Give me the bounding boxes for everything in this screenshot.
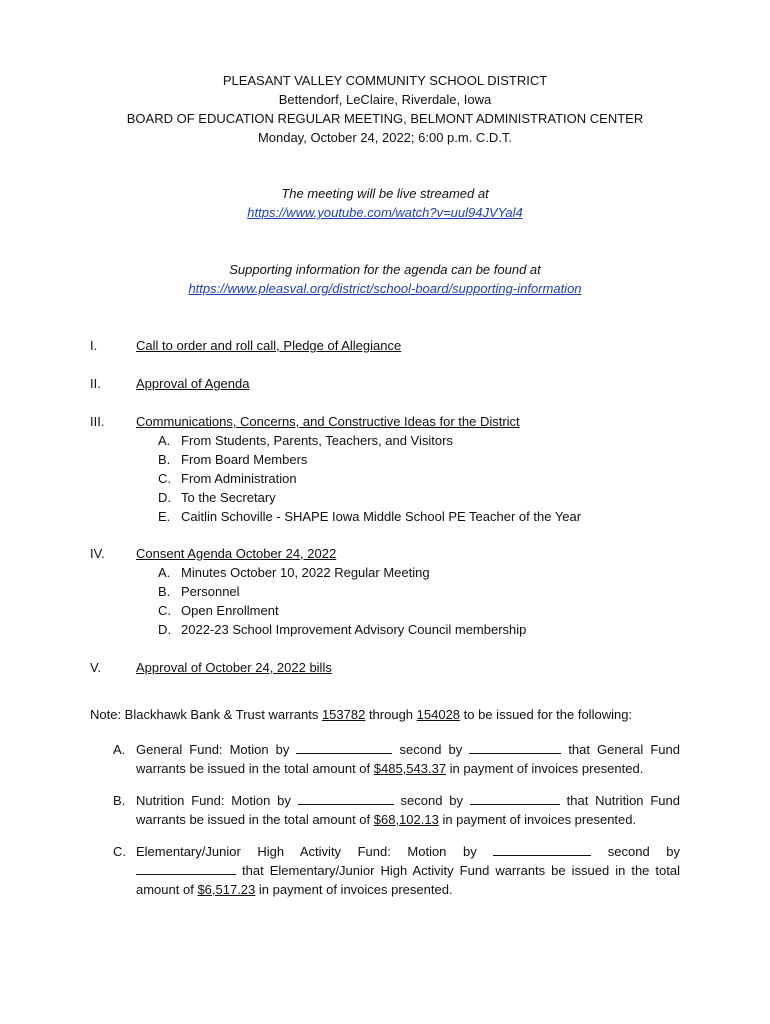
motion-text-part: General Fund: Motion by	[136, 742, 297, 757]
warrant-start: 153782	[321, 707, 366, 722]
item-letter: D.	[158, 490, 171, 505]
item-letter: B.	[158, 584, 171, 599]
motion-line	[136, 880, 680, 899]
motion-text-part: Nutrition Fund: Motion by	[136, 793, 298, 808]
supporting-text: Supporting information for the agenda can be found at	[229, 262, 541, 277]
section-1-title: Call to order and roll call, Pledge of Allegiance	[136, 338, 402, 353]
motion-text-part: that General Fund	[561, 742, 680, 757]
motion-text	[136, 791, 680, 829]
section-5-number: V.	[90, 660, 102, 675]
motion-text	[136, 842, 680, 899]
fund-amount: $485,543.37	[373, 761, 447, 776]
blank-line	[136, 862, 236, 875]
blank-line	[296, 741, 392, 754]
motion-text-part: amount of	[136, 882, 198, 897]
item-letter: A.	[158, 565, 171, 580]
blank-line	[493, 843, 591, 856]
warrants-note	[90, 705, 632, 724]
item-letter: B.	[113, 793, 126, 808]
item-letter: B.	[158, 452, 171, 467]
note-mid: through	[365, 707, 417, 722]
motion-text-part: Elementary/Junior High Activity Fund: Motion by	[136, 844, 494, 859]
section-4-title: Consent Agenda October 24, 2022	[136, 546, 337, 561]
stream-text: The meeting will be live streamed at	[281, 186, 489, 201]
meeting-title: BOARD OF EDUCATION REGULAR MEETING, BELMONT ADMINISTRATION CENTER	[126, 111, 644, 126]
motion-line	[136, 791, 680, 810]
note-prefix: Note: Blackhawk Bank & Trust warrants	[90, 707, 322, 722]
item-letter: D.	[158, 622, 171, 637]
section-2-title: Approval of Agenda	[136, 376, 250, 391]
item-text: Minutes October 10, 2022 Regular Meeting	[181, 565, 430, 580]
item-text: From Administration	[181, 471, 297, 486]
item-text: 2022-23 School Improvement Advisory Council membership	[181, 622, 527, 637]
district-name: PLEASANT VALLEY COMMUNITY SCHOOL DISTRICT	[222, 73, 548, 88]
item-letter: C.	[158, 603, 171, 618]
blank-line	[470, 792, 560, 805]
note-suffix: to be issued for the following:	[460, 707, 633, 722]
item-text: From Board Members	[181, 452, 308, 467]
motion-line	[136, 810, 680, 829]
supporting-link[interactable]: https://www.pleasval.org/district/school-board/supporting-information	[188, 281, 582, 296]
motion-text-part: second by	[392, 742, 470, 757]
motion-text-part: in payment of invoices presented.	[446, 761, 644, 776]
item-letter: C.	[158, 471, 171, 486]
motion-text	[136, 740, 680, 778]
motion-text-part: second by	[393, 793, 470, 808]
item-letter: C.	[113, 844, 126, 859]
item-letter: E.	[158, 509, 171, 524]
item-text: Personnel	[181, 584, 240, 599]
blank-line	[469, 741, 561, 754]
motion-text-part: warrants be issued in the total amount of	[136, 761, 374, 776]
section-3-title: Communications, Concerns, and Constructive Ideas for the District	[136, 414, 520, 429]
section-1-number: I.	[90, 338, 98, 353]
meeting-datetime: Monday, October 24, 2022; 6:00 p.m. C.D.T.	[257, 130, 513, 145]
warrant-end: 154028	[416, 707, 461, 722]
motion-text-part: that Nutrition Fund	[559, 793, 680, 808]
motion-line	[136, 740, 680, 759]
blank-line	[298, 792, 394, 805]
district-towns: Bettendorf, LeClaire, Riverdale, Iowa	[278, 92, 492, 107]
section-4-number: IV.	[90, 546, 105, 561]
motion-text-part: warrants be issued in the total amount of	[136, 812, 374, 827]
item-letter: A.	[158, 433, 171, 448]
section-3-number: III.	[90, 414, 105, 429]
fund-amount: $6,517.23	[197, 882, 256, 897]
motion-text-part: in payment of invoices presented.	[438, 812, 637, 827]
section-5-title: Approval of October 24, 2022 bills	[136, 660, 332, 675]
item-letter: A.	[113, 742, 126, 757]
motion-text-part: that Elementary/Junior High Activity Fund warrants be issued in the total	[236, 863, 680, 878]
motion-text-part: second by	[591, 844, 680, 859]
motion-line	[136, 759, 680, 778]
section-2-number: II.	[90, 376, 101, 391]
motion-line	[136, 861, 680, 880]
item-text: From Students, Parents, Teachers, and Visitors	[181, 433, 453, 448]
stream-link[interactable]: https://www.youtube.com/watch?v=uul94JVYal4	[247, 205, 523, 220]
item-text: Caitlin Schoville - SHAPE Iowa Middle School PE Teacher of the Year	[181, 509, 582, 524]
fund-amount: $68,102.13	[373, 812, 439, 827]
motion-text-part: in payment of invoices presented.	[255, 882, 453, 897]
supporting-link-row	[0, 279, 770, 298]
motion-line	[136, 842, 680, 861]
item-text: Open Enrollment	[181, 603, 279, 618]
stream-link-row	[0, 203, 770, 222]
item-text: To the Secretary	[181, 490, 276, 505]
